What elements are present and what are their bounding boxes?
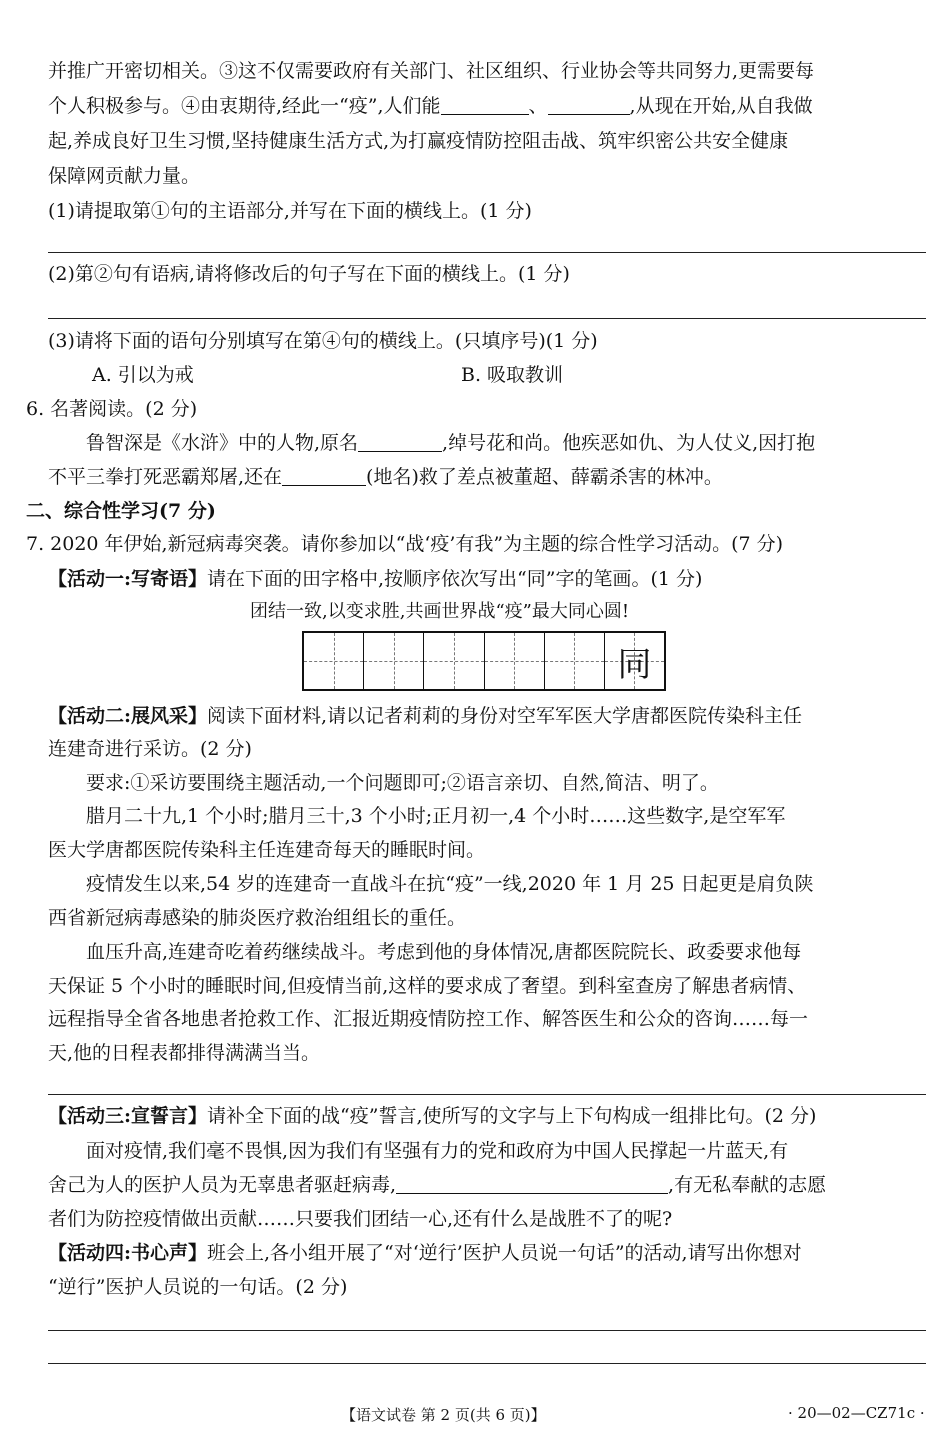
fill-blank[interactable]	[396, 1174, 668, 1194]
fill-blank[interactable]	[358, 432, 442, 452]
oath-text: ,有无私奉献的志愿	[668, 1174, 827, 1196]
q5-paragraph-line: 保障网贡献力量。	[48, 165, 201, 187]
activity-label: 【活动二:展风采】	[48, 705, 208, 727]
oath-line: 者们为防控疫情做出贡献……只要我们团结一心,还有什么是战胜不了的呢?	[48, 1208, 673, 1230]
answer-line[interactable]	[48, 1094, 926, 1095]
activity-4-cont: “逆行”医护人员说的一句话。(2 分)	[48, 1276, 348, 1298]
material-line: 西省新冠病毒感染的肺炎医疗救治组组长的重任。	[48, 907, 467, 929]
material-line: 血压升高,连建奇吃着药继续战斗。考虑到他的身体情况,唐都医院院长、政委要求他每	[86, 941, 802, 963]
answer-line[interactable]	[48, 252, 926, 253]
q5-paragraph-line: 并推广开密切相关。③这不仅需要政府有关部门、社区组织、行业协会等共同努力,更需要每	[48, 60, 815, 82]
activity-label: 【活动四:书心声】	[48, 1242, 208, 1264]
q5-text: ,从现在开始,从自我做	[629, 95, 813, 117]
activity-label: 【活动三:宣誓言】	[48, 1105, 208, 1127]
q6-line	[48, 466, 723, 489]
q5-text: 个人积极参与。④由衷期待,经此一“疫”,人们能	[48, 95, 441, 117]
fill-blank[interactable]	[441, 95, 529, 115]
activity-2-cont: 连建奇进行采访。(2 分)	[48, 738, 252, 760]
q6-text: (地名)救了差点被董超、薛霸杀害的林冲。	[366, 466, 723, 488]
activity-2	[48, 705, 802, 728]
material-line: 天,他的日程表都排得满满当当。	[48, 1042, 321, 1064]
oath-line	[48, 1174, 826, 1197]
section-title: 二、综合性学习(7 分)	[26, 500, 216, 522]
slogan: 团结一致,以变求胜,共画世界战“疫”最大同心圆!	[250, 601, 630, 622]
q5-sub2: (2)第②句有语病,请将修改后的句子写在下面的横线上。(1 分)	[48, 263, 570, 285]
page-footer: 【语文试卷 第 2 页(共 6 页)】	[341, 1406, 546, 1424]
fill-blank[interactable]	[548, 95, 630, 115]
tianzige-grid	[302, 631, 666, 691]
oath-line: 面对疫情,我们毫不畏惧,因为我们有坚强有力的党和政府为中国人民撑起一片蓝天,有	[86, 1140, 789, 1162]
material-line: 疫情发生以来,54 岁的连建奇一直战斗在抗“疫”一线,2020 年 1 月 25 日起更是肩负陕	[86, 873, 814, 895]
q6-line	[48, 432, 815, 455]
requirements: 要求:①采访要围绕主题活动,一个问题即可;②语言亲切、自然,简洁、明了。	[86, 772, 719, 794]
material-line: 医大学唐都医院传染科主任连建奇每天的睡眠时间。	[48, 839, 486, 861]
option-b: B. 吸取教训	[461, 364, 564, 386]
oath-text: 舍己为人的医护人员为无辜患者驱赶病毒,	[48, 1174, 397, 1196]
grid-cell[interactable]	[545, 633, 605, 689]
grid-cell[interactable]	[485, 633, 545, 689]
answer-line[interactable]	[48, 1363, 926, 1364]
activity-text: 请在下面的田字格中,按顺序依次写出“同”字的笔画。(1 分)	[207, 568, 703, 590]
option-a: A. 引以为戒	[92, 364, 194, 386]
grid-cell[interactable]	[304, 633, 364, 689]
grid-cell	[605, 633, 664, 689]
activity-text: 请补全下面的战“疫”誓言,使所写的文字与上下句构成一组排比句。(2 分)	[207, 1105, 817, 1127]
activity-label: 【活动一:写寄语】	[48, 568, 208, 590]
q7-title: 7. 2020 年伊始,新冠病毒突袭。请你参加以“战‘疫’有我”为主题的综合性学习活动。(7 分)	[26, 533, 784, 555]
q5-paragraph-line	[48, 95, 813, 118]
paper-code: · 20—02—CZ71c ·	[788, 1404, 925, 1422]
answer-line[interactable]	[48, 318, 926, 319]
activity-text: 阅读下面材料,请以记者莉莉的身份对空军军医大学唐都医院传染科主任	[207, 705, 803, 727]
q5-paragraph-line: 起,养成良好卫生习惯,坚持健康生活方式,为打赢疫情防控阻击战、筑牢织密公共安全健康	[48, 130, 789, 152]
q5-sub3: (3)请将下面的语句分别填写在第④句的横线上。(只填序号)(1 分)	[48, 330, 598, 352]
activity-3	[48, 1105, 816, 1128]
material-line: 腊月二十九,1 个小时;腊月三十,3 个小时;正月初一,4 个小时……这些数字,是空军军	[86, 805, 786, 827]
grid-character: 同	[617, 644, 652, 685]
activity-text: 班会上,各小组开展了“对‘逆行’医护人员说一句话”的活动,请写出你想对	[207, 1242, 802, 1264]
q6-text: 鲁智深是《水浒》中的人物,原名	[86, 432, 359, 454]
q6-text: 不平三拳打死恶霸郑屠,还在	[48, 466, 283, 488]
q5-text: 、	[528, 95, 548, 117]
q6-text: ,绰号花和尚。他疾恶如仇、为人仗义,因打抱	[442, 432, 816, 454]
fill-blank[interactable]	[282, 466, 366, 486]
activity-4	[48, 1242, 802, 1265]
material-line: 远程指导全省各地患者抢救工作、汇报近期疫情防控工作、解答医生和公众的咨询……每一	[48, 1008, 809, 1030]
answer-line[interactable]	[48, 1330, 926, 1331]
grid-cell[interactable]	[424, 633, 484, 689]
material-line: 天保证 5 个小时的睡眠时间,但疫情当前,这样的要求成了奢望。到科室查房了解患者病情、	[48, 975, 807, 997]
q5-sub1: (1)请提取第①句的主语部分,并写在下面的横线上。(1 分)	[48, 200, 532, 222]
activity-1	[48, 568, 702, 591]
grid-cell[interactable]	[364, 633, 424, 689]
q6-title: 6. 名著阅读。(2 分)	[26, 398, 198, 420]
